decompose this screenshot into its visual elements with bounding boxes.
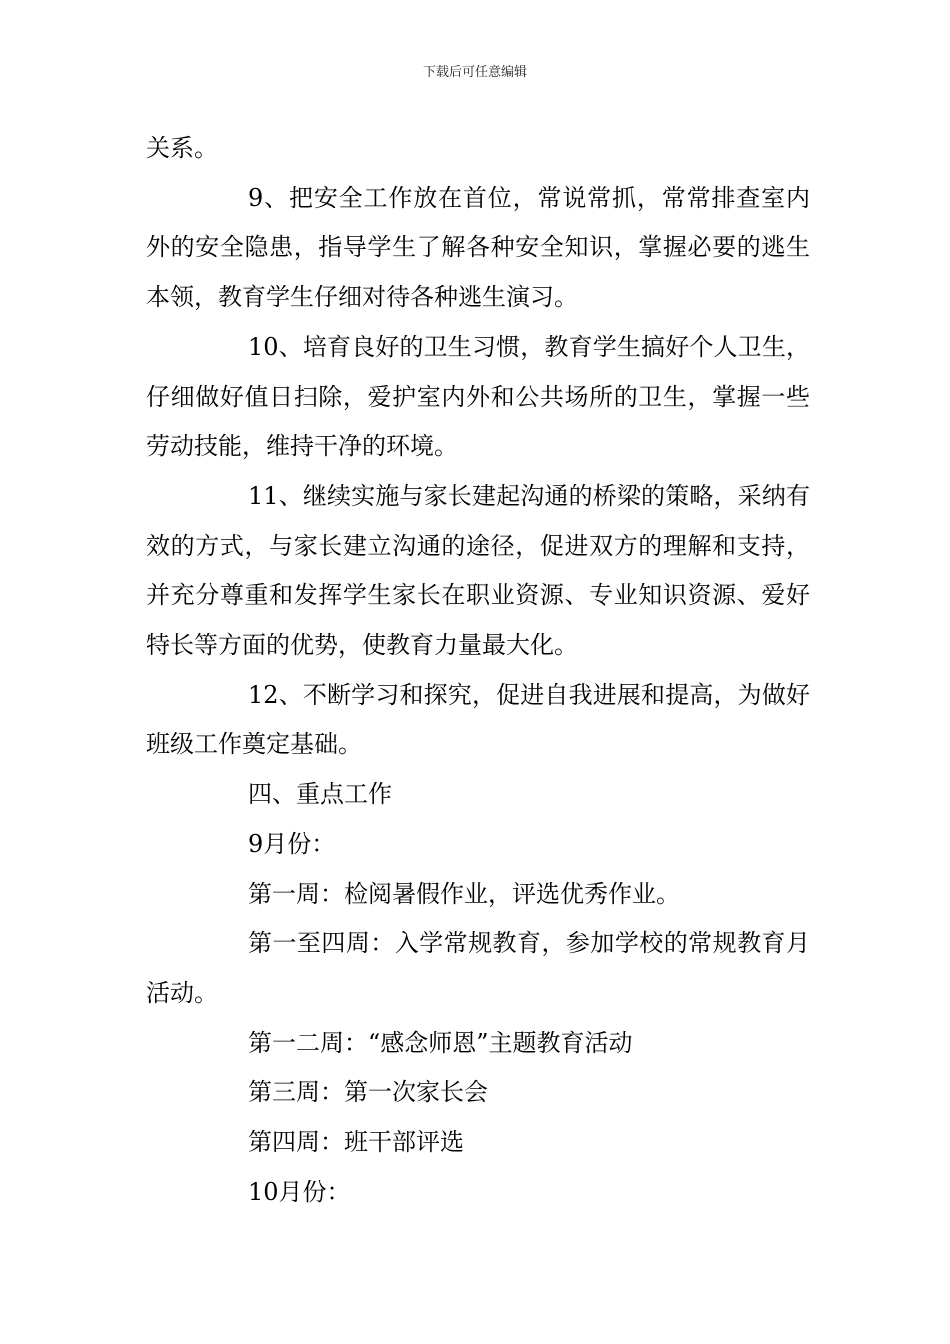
paragraph-continuation: 关系。 [146,134,218,162]
section-heading-key-work: 四、重点工作 [248,780,392,809]
schedule-item-weeks-1-2: 第一二周：“感念师恩”主题教育活动 [248,1028,633,1057]
schedule-item-week-4: 第四周：班干部评选 [248,1128,464,1157]
month-heading-october: 10月份： [248,1177,351,1206]
paragraph-item-12-learning: 12、不断学习和探究，促进自我进展和提高，为做好班级工作奠定基础。 [146,680,810,759]
month-heading-september: 9月份： [248,829,336,858]
schedule-item-weeks-1-4: 第一至四周：入学常规教育，参加学校的常规教育月活动。 [146,929,810,1007]
page-header: 下载后可任意编辑 [422,65,527,80]
schedule-item-week-3: 第三周：第一次家长会 [248,1078,488,1107]
paragraph-item-11-parents: 11、继续实施与家长建起沟通的桥梁的策略，采纳有效的方式，与家长建立沟通的途径，促进双方的理解和支持，并充分尊重和发挥学生家长在职业资源、专业知识资源、爱好特长等方面的优势，使教育力量最大化。 [146,481,810,660]
document-body [146,124,810,1217]
schedule-item-week-1: 第一周：检阅暑假作业，评选优秀作业。 [248,879,680,908]
paragraph-item-9-safety: 9、把安全工作放在首位，常说常抓，常常排查室内外的安全隐患，指导学生了解各种安全知识，掌握必要的逃生本领，教育学生仔细对待各种逃生演习。 [146,183,810,312]
paragraph-item-10-hygiene: 10、培育良好的卫生习惯，教育学生搞好个人卫生，仔细做好值日扫除，爱护室内外和公共场所的卫生，掌握一些劳动技能，维持干净的环境。 [146,332,810,461]
